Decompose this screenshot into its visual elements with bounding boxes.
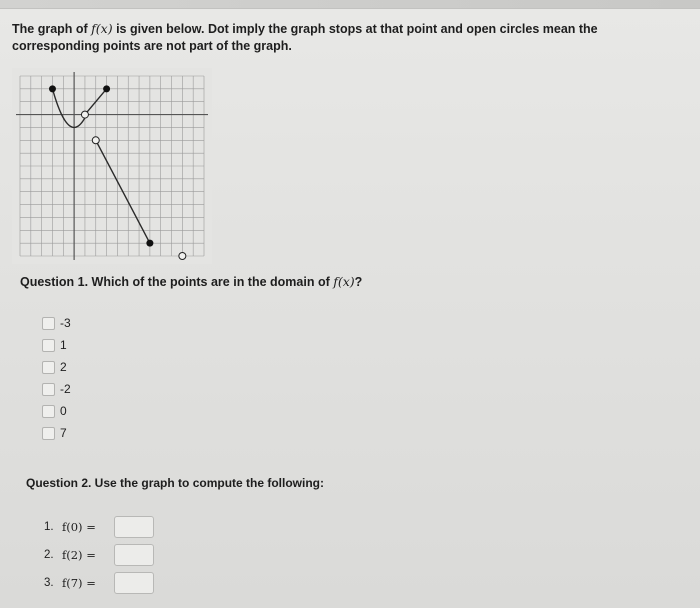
answer-input-f2[interactable] (114, 544, 154, 566)
open-point (81, 111, 88, 118)
top-bar (0, 0, 700, 9)
question-1 (20, 274, 362, 289)
option-row[interactable] (42, 334, 71, 356)
answer-input-f0[interactable] (114, 516, 154, 538)
option-row[interactable] (42, 400, 71, 422)
closed-point (103, 85, 110, 92)
checkbox[interactable] (42, 339, 55, 352)
option-label: 0 (60, 404, 67, 418)
option-label: 2 (60, 360, 67, 374)
intro-part1: The graph of (12, 22, 92, 36)
answer-expression: f(0) = (62, 520, 96, 534)
checkbox[interactable] (42, 405, 55, 418)
closed-point (146, 240, 153, 247)
intro-part2: is given below. Dot imply the graph stops at that point and open circles mean the corresponding points are not part of the graph. (12, 22, 598, 53)
fill-in-answers (44, 513, 154, 597)
question-2: Question 2. Use the graph to compute the following: (26, 476, 325, 490)
question-1-fx: f(x) (333, 274, 355, 289)
intro-text (12, 20, 652, 55)
option-row[interactable] (42, 356, 71, 378)
domain-options (42, 312, 71, 444)
open-point (179, 253, 186, 260)
checkbox[interactable] (42, 317, 55, 330)
closed-point (49, 85, 56, 92)
option-label: -2 (60, 382, 71, 396)
question-1-text: Which of the points are in the domain of (88, 275, 334, 289)
answer-row (44, 541, 154, 569)
intro-fx: f(x) (91, 21, 113, 36)
question-1-suffix: ? (354, 275, 363, 289)
answer-number: 3. (44, 577, 54, 589)
checkbox[interactable] (42, 361, 55, 374)
option-label: 1 (60, 338, 67, 352)
question-1-prefix: Question 1. (20, 275, 89, 289)
answer-expression: f(7) = (62, 576, 96, 590)
option-row[interactable] (42, 312, 71, 334)
checkbox[interactable] (42, 427, 55, 440)
answer-expression: f(2) = (62, 548, 96, 562)
answer-input-f7[interactable] (114, 572, 154, 594)
function-graph (12, 68, 212, 264)
option-label: -3 (60, 316, 71, 330)
option-label: 7 (60, 426, 67, 440)
answer-row (44, 513, 154, 541)
option-row[interactable] (42, 378, 71, 400)
open-point (92, 137, 99, 144)
answer-row (44, 569, 154, 597)
checkbox[interactable] (42, 383, 55, 396)
answer-number: 2. (44, 549, 54, 561)
answer-number: 1. (44, 521, 54, 533)
option-row[interactable] (42, 422, 71, 444)
